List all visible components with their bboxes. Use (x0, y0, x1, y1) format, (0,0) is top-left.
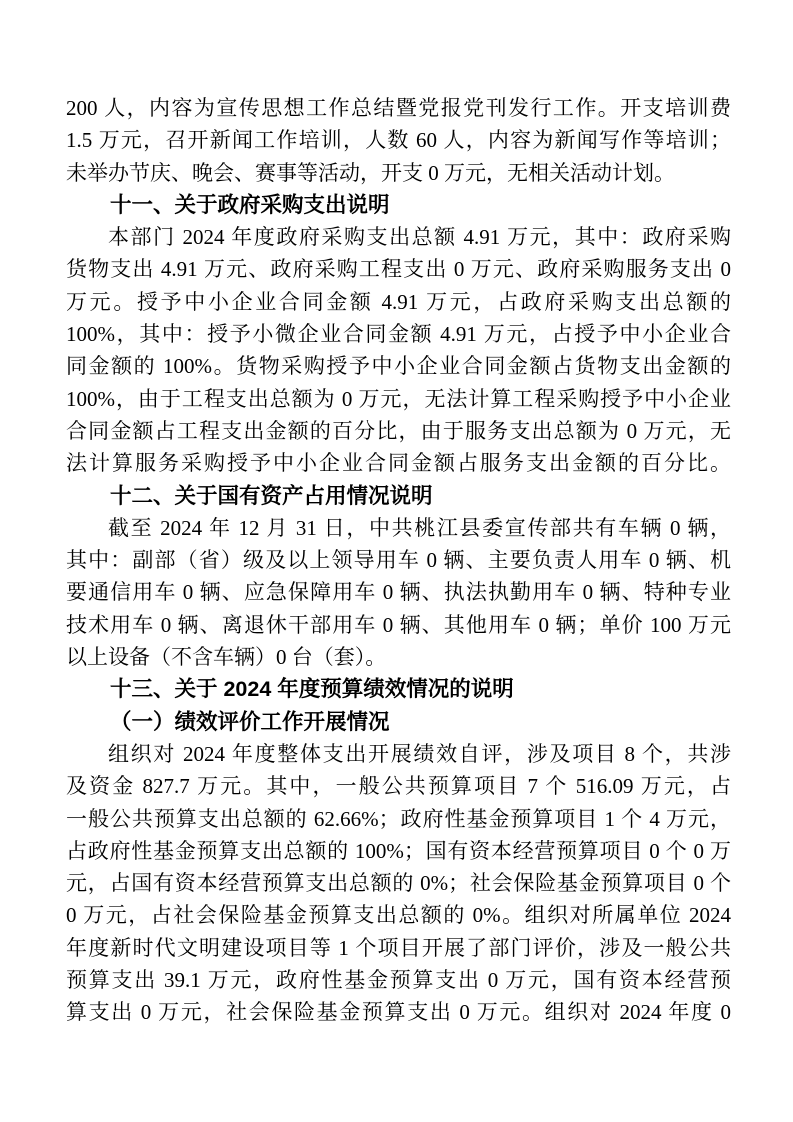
text-line: 预算支出 39.1 万元，政府性基金预算支出 0 万元，国有资本经营预 (66, 968, 731, 993)
text-line: 占政府性基金预算支出总额的 100%；国有资本经营预算项目 0 个 0 万 (66, 838, 731, 863)
text-line: 货物支出 4.91 万元、政府采购工程支出 0 万元、政府采购服务支出 0 (66, 257, 731, 282)
document-content (66, 92, 731, 1029)
text-line: 未举办节庆、晚会、赛事等活动，开支 0 万元，无相关活动计划。 (66, 160, 675, 185)
text-line: 及资金 827.7 万元。其中，一般公共预算项目 7 个 516.09 万元，占 (66, 774, 731, 799)
text-line: 一般公共预算支出总额的 62.66%；政府性基金预算项目 1 个 4 万元， (66, 806, 731, 831)
text-line: 0 万元，占社会保险基金预算支出总额的 0%。组织对所属单位 2024 (66, 903, 731, 928)
text-line: 算支出 0 万元，社会保险基金预算支出 0 万元。组织对 2024 年度 0 (66, 1000, 731, 1025)
text-line: 200 人，内容为宣传思想工作总结暨党报党刊发行工作。开支培训费 (66, 96, 731, 120)
text-line: 截至 2024 年 12 月 31 日，中共桃江县委宣传部共有车辆 0 辆， (108, 515, 731, 540)
text-line: 要通信用车 0 辆、应急保障用车 0 辆、执法执勤用车 0 辆、特种专业 (66, 580, 731, 605)
text-line: 1.5 万元，召开新闻工作培训，人数 60 人，内容为新闻写作等培训； (66, 128, 731, 153)
text-line: 年度新时代文明建设项目等 1 个项目开展了部门评价，涉及一般公共 (66, 935, 731, 960)
section-heading-xiii-performance: 十三、关于 2024 年度预算绩效情况的说明 (110, 677, 514, 702)
text-line: 法计算服务采购授予中小企业合同金额占服务支出金额的百分比。 (66, 451, 731, 476)
text-line: 100%，其中：授予小微企业合同金额 4.91 万元，占授予中小企业合 (66, 322, 731, 347)
subsection-heading-evaluation: （一）绩效评价工作开展情况 (110, 709, 390, 734)
text-line: 100%，由于工程支出总额为 0 万元，无法计算工程采购授予中小企业 (66, 386, 731, 411)
text-line: 同金额的 100%。货物采购授予中小企业合同金额占货物支出金额的 (66, 354, 731, 379)
text-line: 组织对 2024 年度整体支出开展绩效自评，涉及项目 8 个，共涉 (108, 741, 731, 766)
paragraph-state-assets (66, 512, 731, 673)
text-line: 以上设备（不含车辆）0 台（套）。 (66, 645, 387, 670)
paragraph-performance-evaluation (66, 738, 731, 1029)
section-heading-xi-procurement: 十一、关于政府采购支出说明 (110, 192, 390, 217)
paragraph-procurement (66, 221, 731, 479)
text-line: 万元。授予中小企业合同金额 4.91 万元，占政府采购支出总额的 (66, 289, 731, 314)
paragraph-training-continuation (66, 92, 731, 189)
section-heading-xii-state-assets: 十二、关于国有资产占用情况说明 (110, 483, 433, 508)
text-line: 合同金额占工程支出金额的百分比，由于服务支出总额为 0 万元，无 (66, 418, 731, 443)
text-line: 技术用车 0 辆、离退休干部用车 0 辆、其他用车 0 辆；单价 100 万元 (66, 612, 731, 637)
text-line: 本部门 2024 年度政府采购支出总额 4.91 万元，其中：政府采购 (108, 225, 731, 250)
text-line: 元，占国有资本经营预算支出总额的 0%；社会保险基金预算项目 0 个 (66, 871, 731, 896)
text-line: 其中：副部（省）级及以上领导用车 0 辆、主要负责人用车 0 辆、机 (66, 548, 731, 573)
